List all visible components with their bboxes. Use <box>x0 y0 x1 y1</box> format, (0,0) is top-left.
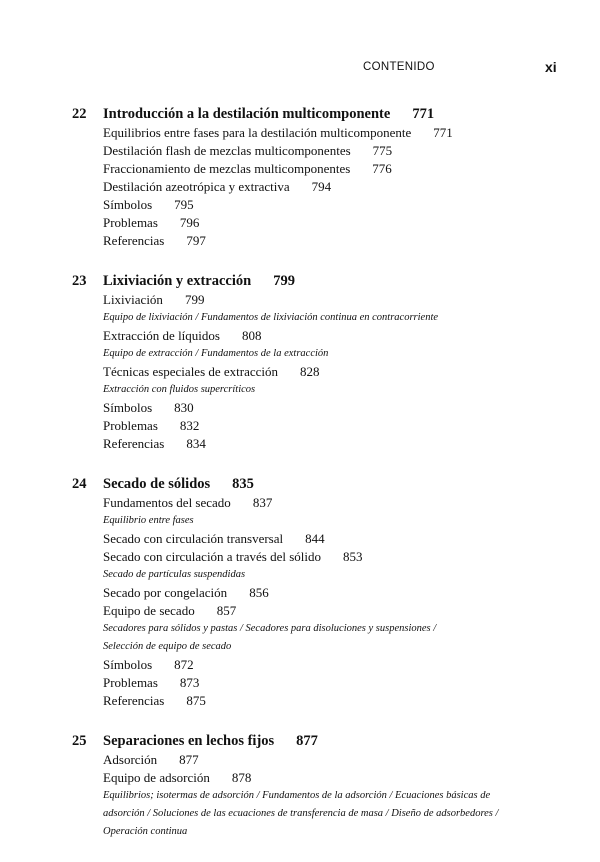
running-header <box>0 60 600 80</box>
entry-title: Fundamentos del secado <box>103 495 231 510</box>
entry-title: Símbolos <box>103 657 153 672</box>
chapter-section <box>0 474 600 710</box>
toc-entry <box>103 160 600 178</box>
toc-entry <box>103 196 600 214</box>
entry-title: Símbolos <box>103 400 153 415</box>
chapter-page: 799 <box>273 273 295 289</box>
chapter-number: 24 <box>72 476 87 492</box>
entry-page: 873 <box>179 675 200 690</box>
toc-entry <box>103 674 600 692</box>
chapter-title: Lixiviación y extracción <box>103 273 252 289</box>
running-title: CONTENIDO <box>363 61 435 73</box>
entry-page: 795 <box>174 197 194 212</box>
toc-entry <box>103 232 600 250</box>
chapter-title-line <box>103 731 318 751</box>
entry-title: Lixiviación <box>103 292 163 307</box>
subtopic-line: Equilibrio entre fases <box>103 515 194 526</box>
toc-entry <box>103 751 600 769</box>
toc-entry <box>103 692 600 710</box>
chapter-number: 22 <box>72 106 87 122</box>
entry-title: Fraccionamiento de mezclas multicomponentes <box>103 161 351 176</box>
chapter-heading <box>0 731 600 751</box>
entry-title: Secado con circulación a través del sólido <box>103 549 322 564</box>
toc-entry <box>103 584 600 602</box>
entry-page: 857 <box>216 603 237 618</box>
subtopic-line: Secadores para sólidos y pastas / Secadores para disoluciones y suspensiones / <box>103 623 437 634</box>
entry-title: Adsorción <box>103 752 158 767</box>
toc-entry <box>103 548 600 566</box>
entry-list <box>103 124 600 250</box>
entry-title: Problemas <box>103 418 158 433</box>
entry-page: 771 <box>433 125 453 140</box>
entry-page: 875 <box>186 693 206 708</box>
entry-page: 799 <box>184 292 205 307</box>
entry-title: Referencias <box>103 436 165 451</box>
subtopic-line: Secado de partículas suspendidas <box>103 569 246 580</box>
chapter-title-line <box>103 271 295 291</box>
entry-title: Problemas <box>103 675 158 690</box>
entry-title: Equipo de adsorción <box>103 770 210 785</box>
toc-entry <box>103 363 600 381</box>
entry-title: Destilación azeotrópica y extractiva <box>103 179 290 194</box>
entry-title: Referencias <box>103 693 165 708</box>
chapter-number: 23 <box>72 273 87 289</box>
entry-title: Problemas <box>103 215 158 230</box>
entry-page: 837 <box>252 495 273 510</box>
entry-page: 877 <box>179 752 199 767</box>
chapter-title-line <box>103 474 254 494</box>
toc-entry <box>103 178 600 196</box>
entry-title: Referencias <box>103 233 165 248</box>
entry-page: 797 <box>186 233 206 248</box>
entry-page: 775 <box>372 143 393 158</box>
toc-entry <box>103 327 600 345</box>
chapter-page: 771 <box>412 106 435 122</box>
chapter-title: Separaciones en lechos fijos <box>103 733 275 749</box>
table-of-contents <box>0 104 600 862</box>
entry-title: Extracción de líquidos <box>103 328 220 343</box>
entry-page: 794 <box>311 179 332 194</box>
entry-title: Secado por congelación <box>103 585 228 600</box>
entry-page: 853 <box>343 549 363 564</box>
chapter-heading <box>0 104 600 124</box>
toc-entry <box>103 769 600 787</box>
chapter-heading <box>0 271 600 291</box>
toc-entry <box>103 494 600 512</box>
entry-page: 832 <box>179 418 200 433</box>
toc-entry <box>103 417 600 435</box>
toc-entry <box>103 435 600 453</box>
entry-page: 808 <box>241 328 262 343</box>
entry-page: 796 <box>179 215 200 230</box>
chapter-section <box>0 271 600 453</box>
entry-page: 856 <box>249 585 269 600</box>
subtopic-line: Equilibrios; isotermas de adsorción / Fundamentos de la adsorción / Ecuaciones básicas de <box>103 790 491 801</box>
subtopic-line: Extracción con fluidos supercríticos <box>103 384 256 395</box>
toc-entry <box>103 142 600 160</box>
toc-entry <box>103 602 600 620</box>
chapter-title: Introducción a la destilación multicomponente <box>103 106 391 122</box>
chapter-title: Secado de sólidos <box>103 476 211 492</box>
entry-page: 830 <box>174 400 194 415</box>
toc-entry <box>103 124 600 142</box>
toc-entry <box>103 214 600 232</box>
entry-title: Equilibrios entre fases para la destilación multicomponente <box>103 125 412 140</box>
entry-title: Destilación flash de mezclas multicomponentes <box>103 143 351 158</box>
entry-page: 828 <box>300 364 320 379</box>
subtopic-line: Selección de equipo de secado <box>103 641 232 652</box>
page-number: xi <box>545 59 557 75</box>
chapter-section <box>0 104 600 250</box>
toc-entry <box>103 291 600 309</box>
toc-entry <box>103 399 600 417</box>
entry-title: Secado con circulación transversal <box>103 531 284 546</box>
entry-title: Equipo de secado <box>103 603 195 618</box>
toc-entry <box>103 530 600 548</box>
entry-list <box>103 291 600 453</box>
entry-title: Técnicas especiales de extracción <box>103 364 279 379</box>
entry-page: 844 <box>305 531 325 546</box>
chapter-number: 25 <box>72 733 87 749</box>
chapter-title-line <box>103 104 434 124</box>
subtopic-line: Equipo de extracción / Fundamentos de la extracción <box>103 348 329 359</box>
entry-page: 872 <box>174 657 194 672</box>
toc-entry <box>103 656 600 674</box>
subtopic-line: Operación continua <box>103 826 188 837</box>
entry-page: 878 <box>231 770 252 785</box>
chapter-page: 877 <box>296 733 318 749</box>
chapter-page: 835 <box>232 476 254 492</box>
chapter-section <box>0 731 600 841</box>
entry-list <box>103 494 600 710</box>
entry-page: 834 <box>186 436 206 451</box>
entry-list <box>103 751 600 841</box>
chapter-heading <box>0 474 600 494</box>
subtopic-line: adsorción / Soluciones de las ecuaciones de transferencia de masa / Diseño de adsorbedores / <box>103 808 499 819</box>
entry-page: 776 <box>372 161 392 176</box>
entry-title: Símbolos <box>103 197 153 212</box>
subtopic-line: Equipo de lixiviación / Fundamentos de lixiviación continua en contracorriente <box>103 312 439 323</box>
